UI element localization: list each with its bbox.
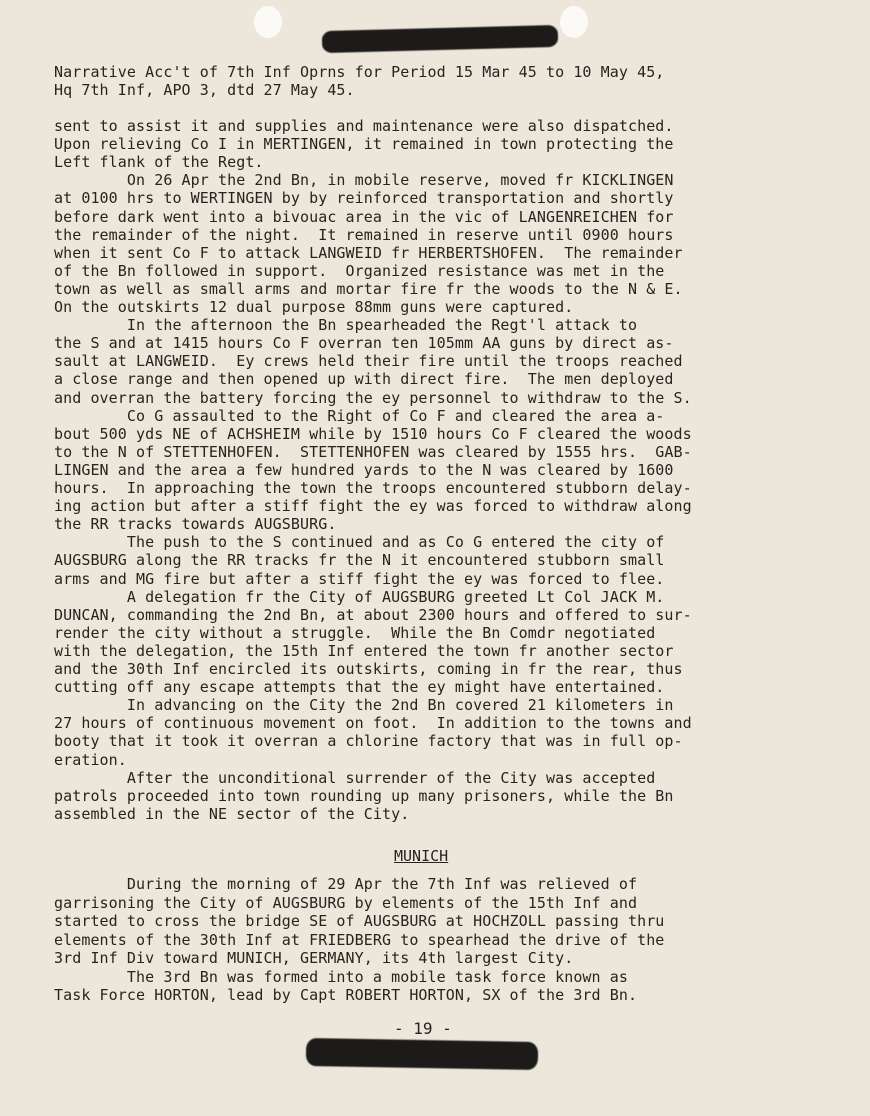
text-line: Left flank of the Regt. <box>54 153 264 172</box>
text-line: ing action but after a stiff fight the ey was forced to withdraw along <box>54 497 692 516</box>
text-line: Co G assaulted to the Right of Co F and cleared the area a- <box>54 406 665 425</box>
text-line: The 3rd Bn was formed into a mobile task force known as <box>54 967 628 986</box>
text-line: On 26 Apr the 2nd Bn, in mobile reserve, moved fr KICKLINGEN <box>54 171 674 190</box>
text-line: During the morning of 29 Apr the 7th Inf was relieved of <box>54 875 638 893</box>
text-line: to the N of STETTENHOFEN. STETTENHOFEN was cleared by 1555 hrs. GAB- <box>54 442 692 461</box>
text-line: started to cross the bridge SE of AUGSBURG at HOCHZOLL passing thru <box>54 912 665 930</box>
header-line-2: Hq 7th Inf, APO 3, dtd 27 May 45. <box>54 81 355 99</box>
text-line: After the unconditional surrender of the City was accepted <box>54 768 656 787</box>
header-line-1: Narrative Acc't of 7th Inf Oprns for Period 15 Mar 45 to 10 May 45, <box>54 63 665 81</box>
text-line: a close range and then opened up with direct fire. The men deployed <box>54 370 674 389</box>
text-line: when it sent Co F to attack LANGWEID fr HERBERTSHOFEN. The remainder <box>54 243 683 262</box>
text-line: cutting off any escape attempts that the ey might have entertained. <box>54 678 665 697</box>
text-line: hours. In approaching the town the troops encountered stubborn delay- <box>54 479 692 497</box>
text-line: and overran the battery forcing the ey personnel to withdraw to the S. <box>54 388 692 407</box>
text-line: AUGSBURG along the RR tracks fr the N it encountered stubborn small <box>54 551 665 570</box>
text-line: at 0100 hrs to WERTINGEN by by reinforced transportation and shortly <box>54 189 674 208</box>
text-line: 27 hours of continuous movement on foot. In addition to the towns and <box>54 714 692 733</box>
text-line: sent to assist it and supplies and maintenance were also dispatched. <box>54 117 674 135</box>
text-line: town as well as small arms and mortar fire fr the woods to the N & E. <box>54 279 683 298</box>
text-line: Upon relieving Co I in MERTINGEN, it remained in town protecting the <box>54 135 674 154</box>
redaction-bar-bottom <box>306 1038 538 1070</box>
redaction-bar-top <box>322 25 558 53</box>
text-line: The push to the S continued and as Co G entered the city of <box>54 533 665 552</box>
text-line: In the afternoon the Bn spearheaded the Regt'l attack to <box>54 316 638 335</box>
punch-hole-left <box>254 6 282 38</box>
text-line: A delegation fr the City of AUGSBURG greeted Lt Col JACK M. <box>54 587 665 606</box>
text-line: 3rd Inf Div toward MUNICH, GERMANY, its 4th largest City. <box>54 949 574 967</box>
text-line: DUNCAN, commanding the 2nd Bn, at about 2300 hours and offered to sur- <box>54 605 692 624</box>
text-line: the RR tracks towards AUGSBURG. <box>54 515 337 534</box>
text-line: of the Bn followed in support. Organized resistance was met in the <box>54 261 665 280</box>
text-line: garrisoning the City of AUGSBURG by elements of the 15th Inf and <box>54 893 638 912</box>
text-line: the remainder of the night. It remained in reserve until 0900 hours <box>54 225 674 244</box>
text-line: before dark went into a bivouac area in the vic of LANGENREICHEN for <box>54 207 674 226</box>
text-line: patrols proceeded into town rounding up many prisoners, while the Bn <box>54 786 674 805</box>
text-line: booty that it took it overran a chlorine factory that was in full op- <box>54 732 683 751</box>
text-line: arms and MG fire but after a stiff fight the ey was forced to flee. <box>54 569 665 588</box>
section-heading-munich: MUNICH <box>394 847 449 865</box>
text-line: the S and at 1415 hours Co F overran ten 105mm AA guns by direct as- <box>54 334 674 353</box>
text-line: eration. <box>54 750 127 769</box>
text-line: In advancing on the City the 2nd Bn covered 21 kilometers in <box>54 696 674 715</box>
text-line: render the city without a struggle. While the Bn Comdr negotiated <box>54 623 656 642</box>
page-number: - 19 - <box>394 1019 452 1038</box>
punch-hole-right <box>560 6 588 38</box>
text-line: sault at LANGWEID. Ey crews held their fire until the troops reached <box>54 352 683 371</box>
text-line: Task Force HORTON, lead by Capt ROBERT HORTON, SX of the 3rd Bn. <box>54 986 638 1004</box>
text-line: elements of the 30th Inf at FRIEDBERG to spearhead the drive of the <box>54 930 665 949</box>
text-line: On the outskirts 12 dual purpose 88mm guns were captured. <box>54 298 574 316</box>
text-line: bout 500 yds NE of ACHSHEIM while by 1510 hours Co F cleared the woods <box>54 424 692 443</box>
text-line: and the 30th Inf encircled its outskirts, coming in fr the rear, thus <box>54 660 683 678</box>
text-line: with the delegation, the 15th Inf entered the town fr another sector <box>54 641 674 660</box>
text-line: LINGEN and the area a few hundred yards to the N was cleared by 1600 <box>54 460 674 479</box>
text-line: assembled in the NE sector of the City. <box>54 804 410 823</box>
